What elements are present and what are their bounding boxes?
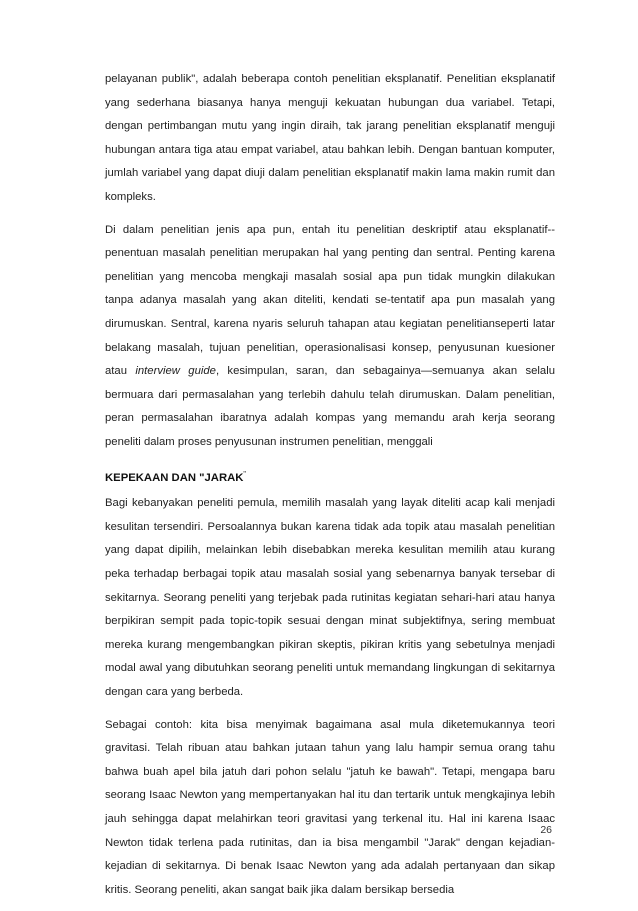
document-page — [105, 68, 555, 911]
paragraph-1: pelayanan publik", adalah beberapa contoh penelitian eksplanatif. Penelitian eksplanatif yang sederhana biasanya hanya menguji kekuatan hubungan dua variabel. Tetapi, dengan pertimbangan mutu yang ingin diraih, tak jarang penelitian eksplanatif menguji hubungan antara tiga atau empat variabel, atau bahkan lebih. Dengan bantuan komputer, jumlah variabel yang dapat diuji dalam penelitian eksplanatif makin lama makin rumit dan kompleks. — [105, 73, 555, 203]
section-heading-mark: " — [243, 470, 246, 478]
paragraph-2-italic-term: interview guide — [135, 365, 216, 378]
section-heading — [105, 464, 555, 489]
page-number: 26 — [540, 824, 552, 836]
paragraph-2-text-a: Di dalam penelitian jenis apa pun, entah itu penelitian deskriptif atau eksplanatif--penentuan masalah penelitian merupakan hal yang penting dan sentral. Penting karena penelitian yang mencoba mengkaji masalah sosial apa pun tidak mungkin dilakukan tanpa adanya masalah yang akan diteliti, kendati se-tentatif apa pun masalah yang dirumuskan. Sentral, karena nyaris seluruh tahapan atau kegiatan penelitianseperti latar belakang masalah, tujuan penelitian, operasionalisasi konsep, penyusunan kuesioner atau — [105, 223, 555, 378]
paragraph-2-text-b: , kesimpulan, saran, dan sebagainya—semuanya akan selalu bermuara dari permasalahan yang terlebih dahulu telah dirumuskan. Dalam penelitian, peran permasalahan ibaratnya adalah kompas yang memandu arah kerja seorang peneliti dalam proses penyusunan instrumen penelitian, menggali — [105, 365, 555, 448]
paragraph-3: Bagi kebanyakan peneliti pemula, memilih masalah yang layak diteliti acap kali menjadi kesulitan tersendiri. Persoalannya bukan karena tidak ada topik atau masalah penelitian yang dapat dipilih, melainkan lebih disebabkan mereka kesulitan memilih atau kurang peka terhadap berbagai topik atau masalah sosial yang sebenarnya banyak tersebar di sekitarnya. Seorang peneliti yang terjebak pada rutinitas kegiatan sehari-hari atau hanya berpikiran sempit pada topic-topik sesuai dengan minat subjektifnya, sering membuat mereka kurang mengembangkan pikiran skeptis, pikiran kritis yang sebetulnya menjadi modal awal yang dibutuhkan seorang peneliti untuk memandang lingkungan di sekitarnya dengan cara yang berbeda. — [105, 497, 555, 699]
section-heading-text: KEPEKAAN DAN "JARAK — [105, 471, 244, 484]
paragraph-4: Sebagai contoh: kita bisa menyimak bagaimana asal mula diketemukannya teori gravitasi. Telah ribuan atau bahkan jutaan tahun yang lalu hampir semua orang tahu bahwa buah apel bila jatuh dari pohon selalu "jatuh ke bawah". Tetapi, mengapa baru seorang Isaac Newton yang mempertanyakan hal itu dan tertarik untuk mengkajinya lebih jauh sehingga dapat melahirkan teori gravitasi yang terkenal itu. Hal ini karena Isaac Newton tidak terlena pada rutinitas, dan ia bisa mengambil "Jarak" dengan kejadian-kejadian di sekitarnya. Di benak Isaac Newton yang ada adalah pertanyaan dan sikap kritis. Seorang peneliti, akan sangat baik jika dalam bersikap bersedia — [105, 718, 555, 896]
paragraph-2 — [105, 219, 555, 455]
